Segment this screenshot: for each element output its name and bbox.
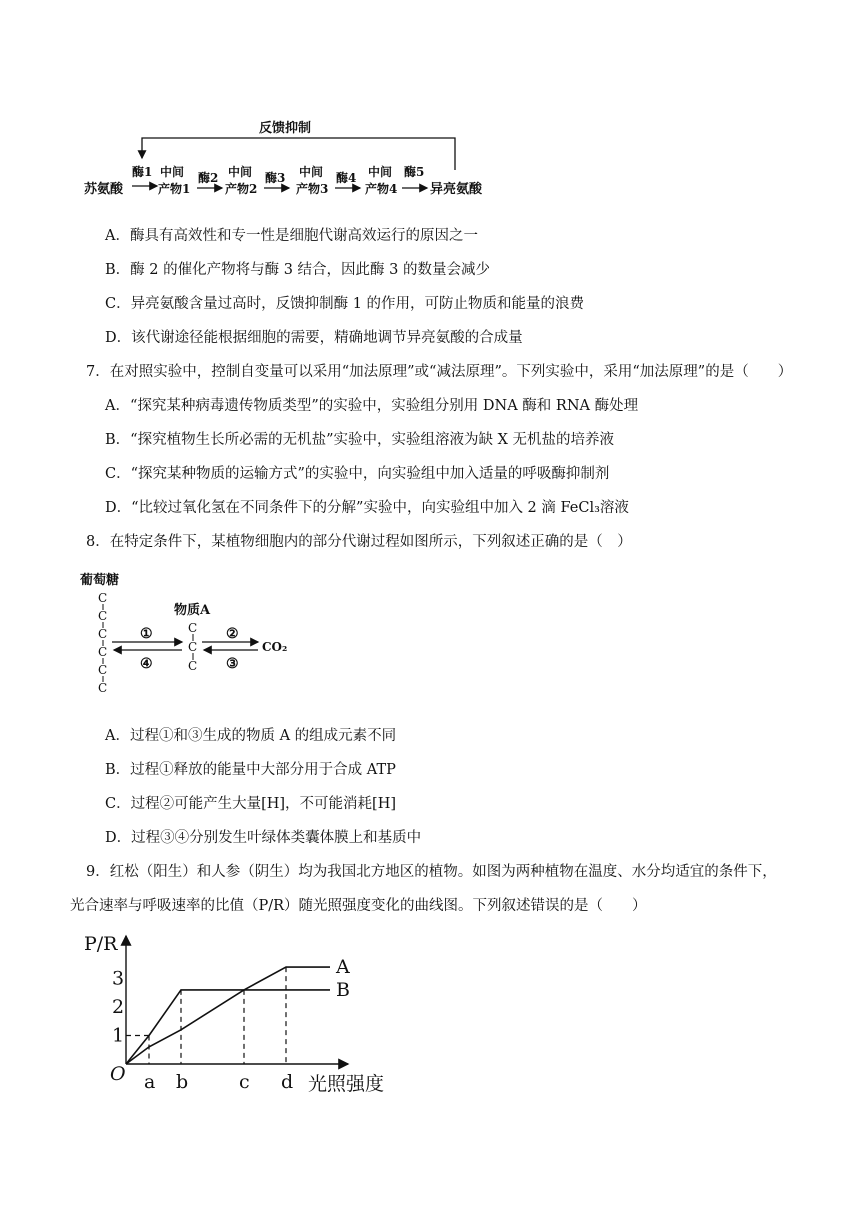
series-label-A: A	[336, 956, 350, 979]
q8-option-a: A．过程①和③生成的物质 A 的组成元素不同	[105, 728, 397, 744]
svg-text:C: C	[188, 640, 198, 654]
y-tick-label: 3	[112, 967, 125, 990]
q7-option-d: D．“比较过氧化氢在不同条件下的分解”实验中，向实验组中加入 2 滴 FeCl₃溶液	[105, 500, 629, 516]
intermediate-1	[158, 164, 190, 196]
pathway-step-3	[264, 170, 289, 188]
series-label-B: B	[336, 978, 350, 1001]
svg-text:C: C	[98, 591, 108, 605]
end-product: 异亮氨酸	[430, 182, 483, 197]
q7-stem: 7．在对照实验中，控制自变量可以采用“加法原理”或“减法原理”。下列实验中，采用“加法原理”的是（ ）	[86, 364, 793, 380]
svg-text:C: C	[98, 663, 108, 677]
svg-text:中间: 中间	[368, 165, 393, 179]
substance-a-chain	[188, 621, 197, 673]
process-4	[114, 650, 182, 672]
svg-text:①: ①	[140, 626, 153, 642]
q7-option-a: A．“探究某种病毒遗传物质类型”的实验中，实验组分别用 DNA 酶和 RNA 酶处理	[105, 398, 639, 414]
co2-label: CO₂	[262, 640, 288, 654]
q9-stem-line1: 9．红松（阳生）和人参（阴生）均为我国北方地区的植物。如图为两种植物在温度、水分均适宜的条件下，	[86, 864, 777, 880]
q8-option-c: C．过程②可能产生大量[H]，不可能消耗[H]	[105, 796, 397, 812]
process-2	[202, 626, 258, 642]
y-tick-label: 1	[112, 1024, 125, 1047]
glucose-label: 葡萄糖	[80, 573, 120, 588]
pr-ratio-chart	[80, 928, 420, 1100]
process-1	[112, 626, 182, 642]
q7-option-b: B．“探究植物生长所必需的无机盐”实验中，实验组溶液为缺 X 无机盐的培养液	[105, 432, 615, 448]
svg-text:C: C	[98, 609, 108, 623]
q6-option-a: A．酶具有高效性和专一性是细胞代谢高效运行的原因之一	[105, 228, 478, 244]
q8-stem: 8．在特定条件下，某植物细胞内的部分代谢过程如图所示，下列叙述正确的是（ ）	[86, 534, 632, 550]
intermediate-3	[296, 164, 328, 196]
svg-text:中间: 中间	[228, 165, 253, 179]
enzyme-label: 酶1	[132, 165, 153, 179]
pathway-diagram	[80, 116, 500, 202]
q6-option-d: D．该代谢途径能根据细胞的需要，精确地调节异亮氨酸的合成量	[105, 330, 523, 346]
svg-text:C: C	[98, 627, 108, 641]
svg-text:酶2: 酶2	[198, 171, 219, 185]
svg-text:C: C	[188, 621, 198, 635]
x-tick-label: b	[176, 1071, 189, 1093]
x-tick-label: a	[144, 1071, 156, 1093]
svg-text:产物4: 产物4	[365, 182, 398, 196]
process-3	[204, 650, 258, 672]
svg-text:酶3: 酶3	[265, 171, 286, 185]
q9-stem-line2: 光合速率与呼吸速率的比值（P/R）随光照强度变化的曲线图。下列叙述错误的是（ ）	[70, 898, 647, 914]
y-tick-label: 2	[112, 996, 125, 1018]
svg-text:C: C	[98, 645, 108, 659]
svg-text:C: C	[98, 681, 108, 695]
svg-text:C: C	[188, 659, 198, 673]
svg-text:酶5: 酶5	[404, 165, 425, 179]
q8-option-b: B．过程①释放的能量中大部分用于合成 ATP	[105, 762, 396, 778]
pathway-step-5	[402, 164, 427, 188]
x-tick-label: d	[281, 1071, 294, 1093]
svg-text:产物1: 产物1	[158, 182, 191, 196]
start-substrate: 苏氨酸	[84, 182, 124, 197]
intermediate-2	[225, 164, 257, 196]
origin-label: O	[110, 1063, 126, 1085]
pathway-step-1	[132, 164, 157, 186]
pathway-step-2	[197, 170, 222, 188]
svg-text:④: ④	[140, 656, 153, 672]
q7-option-c: C．“探究某种物质的运输方式”的实验中，向实验组中加入适量的呼吸酶抑制剂	[105, 466, 610, 482]
svg-text:酶4: 酶4	[336, 171, 357, 185]
y-axis-label: P/R	[84, 933, 118, 955]
svg-text:③: ③	[226, 656, 239, 672]
substance-a-label: 物质A	[174, 603, 211, 618]
pathway-step-4	[335, 170, 360, 188]
q6-option-c: C．异亮氨酸含量过高时，反馈抑制酶 1 的作用，可防止物质和能量的浪费	[105, 296, 585, 312]
series-line-A	[126, 967, 330, 1064]
svg-text:产物2: 产物2	[225, 182, 258, 196]
q6-option-b: B．酶 2 的催化产物将与酶 3 结合，因此酶 3 的数量会减少	[105, 262, 490, 278]
q8-option-d: D．过程③④分别发生叶绿体类囊体膜上和基质中	[105, 830, 422, 846]
svg-text:中间: 中间	[299, 165, 324, 179]
series-line-B	[126, 990, 330, 1064]
intermediate-4	[365, 164, 397, 196]
svg-text:产物3: 产物3	[296, 182, 329, 196]
svg-text:②: ②	[226, 626, 239, 642]
svg-text:中间: 中间	[160, 165, 185, 179]
feedback-label: 反馈抑制	[258, 121, 312, 136]
metabolism-diagram	[78, 568, 308, 708]
x-tick-label: c	[239, 1071, 250, 1093]
glucose-chain	[98, 591, 107, 695]
x-axis-label: 光照强度	[308, 1073, 385, 1095]
